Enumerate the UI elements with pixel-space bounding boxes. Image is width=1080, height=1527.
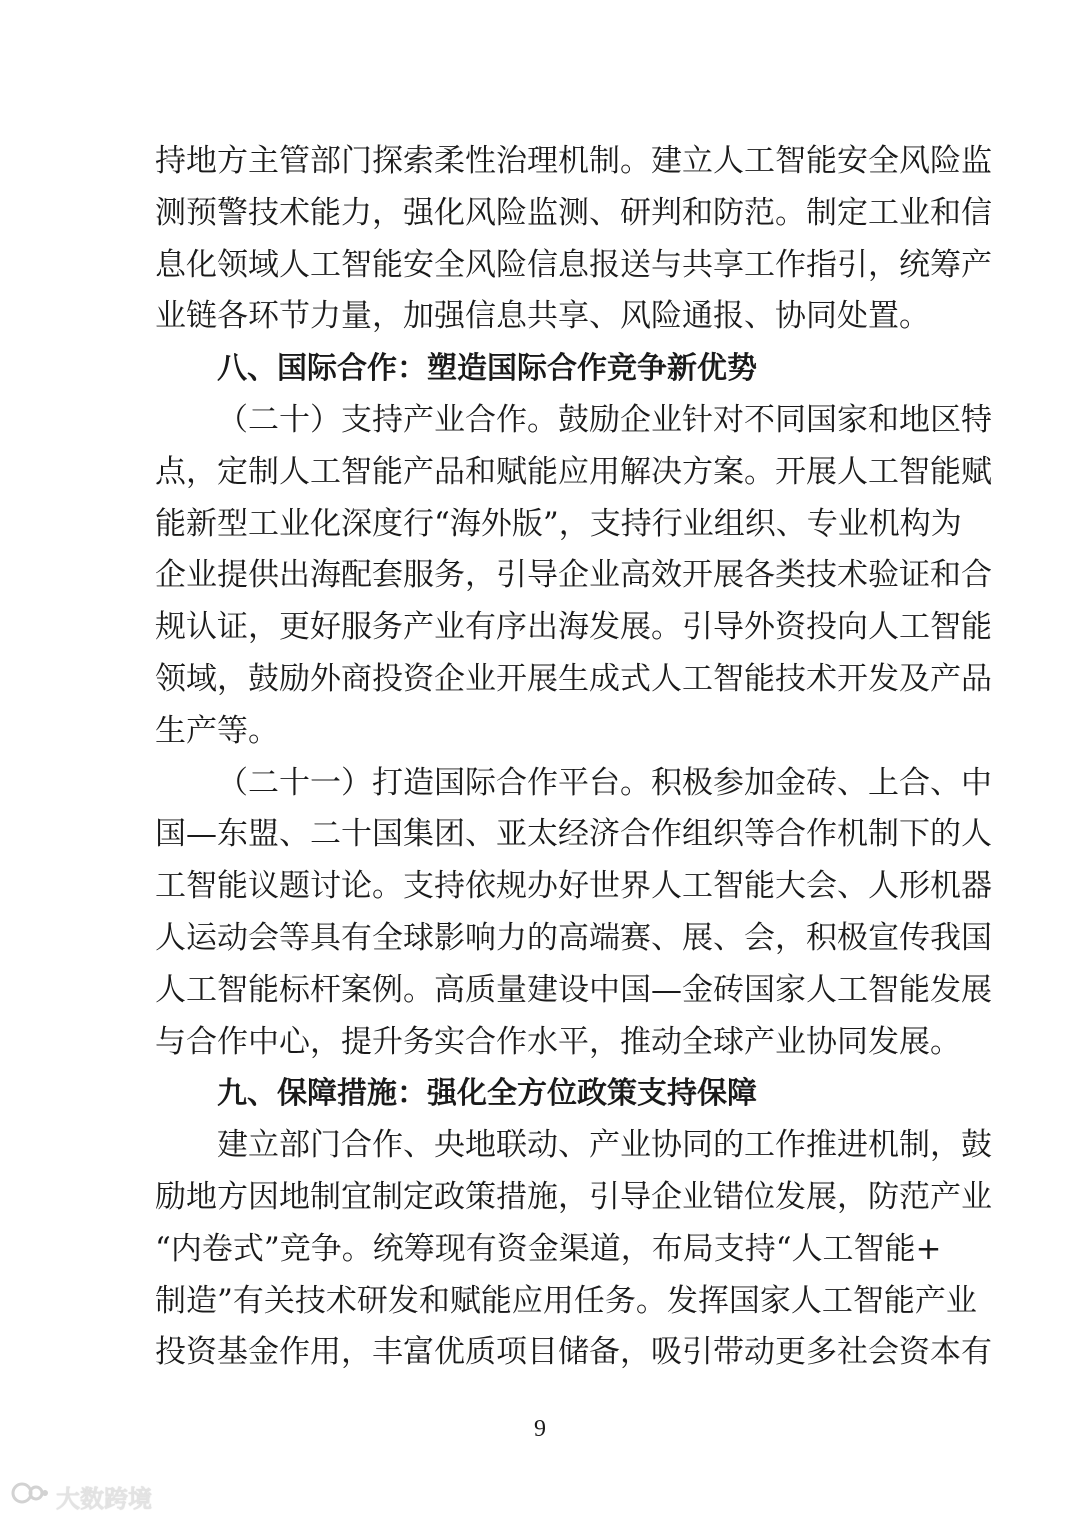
paragraph-line: 与合作中心，提升务实合作水平，推动全球产业协同发展。 bbox=[155, 1023, 961, 1060]
watermark-text: 大数跨境 bbox=[56, 1484, 152, 1513]
paragraph-line: 能新型工业化深度行“海外版”，支持行业组织、专业机构为 bbox=[155, 505, 962, 542]
paragraph-line: 点，定制人工智能产品和赋能应用解决方案。开展人工智能赋 bbox=[155, 453, 992, 490]
section-heading: 九、保障措施：强化全方位政策支持保障 bbox=[217, 1076, 757, 1112]
paragraph-line: 工智能议题讨论。支持依规办好世界人工智能大会、人形机器 bbox=[155, 868, 992, 905]
paragraph-line: 人运动会等具有全球影响力的高端赛、展、会，积极宣传我国 bbox=[155, 919, 992, 956]
watermark bbox=[10, 1478, 152, 1514]
paragraph-line: 规认证，更好服务产业有序出海发展。引导外资投向人工智能 bbox=[155, 609, 992, 646]
paragraph-line: 励地方因地制宜制定政策措施，引导企业错位发展，防范产业 bbox=[155, 1178, 992, 1215]
paragraph-line: “内卷式”竞争。统筹现有资金渠道，布局支持“人工智能+ bbox=[155, 1230, 942, 1267]
paragraph-line: 制造”有关技术研发和赋能应用任务。发挥国家人工智能产业 bbox=[155, 1282, 977, 1319]
paragraph-line: 领域，鼓励外商投资企业开展生成式人工智能技术开发及产品 bbox=[155, 660, 992, 697]
paragraph-line: （二十）支持产业合作。鼓励企业针对不同国家和地区特 bbox=[217, 401, 992, 438]
section-heading: 八、国际合作：塑造国际合作竞争新优势 bbox=[217, 351, 757, 387]
page-number: 9 bbox=[534, 1416, 546, 1442]
paragraph-line: 建立部门合作、央地联动、产业协同的工作推进机制，鼓 bbox=[217, 1127, 992, 1164]
brand-logo-icon bbox=[10, 1479, 50, 1513]
paragraph-line: （二十一）打造国际合作平台。积极参加金砖、上合、中 bbox=[217, 764, 992, 801]
paragraph-line: 业链各环节力量，加强信息共享、风险通报、协同处置。 bbox=[155, 298, 930, 335]
paragraph-line: 息化领域人工智能安全风险信息报送与共享工作指引，统筹产 bbox=[155, 246, 992, 283]
paragraph-line: 国—东盟、二十国集团、亚太经济合作组织等合作机制下的人 bbox=[155, 816, 992, 853]
paragraph-line: 企业提供出海配套服务，引导企业高效开展各类技术验证和合 bbox=[155, 557, 992, 594]
paragraph-line: 生产等。 bbox=[155, 712, 279, 749]
paragraph-line: 投资基金作用，丰富优质项目储备，吸引带动更多社会资本有 bbox=[155, 1334, 992, 1371]
paragraph-line: 持地方主管部门探索柔性治理机制。建立人工智能安全风险监 bbox=[155, 143, 992, 179]
paragraph-line: 人工智能标杆案例。高质量建设中国—金砖国家人工智能发展 bbox=[155, 971, 992, 1008]
body-text bbox=[155, 136, 992, 1379]
paragraph-line: 测预警技术能力，强化风险监测、研判和防范。制定工业和信 bbox=[155, 194, 992, 231]
